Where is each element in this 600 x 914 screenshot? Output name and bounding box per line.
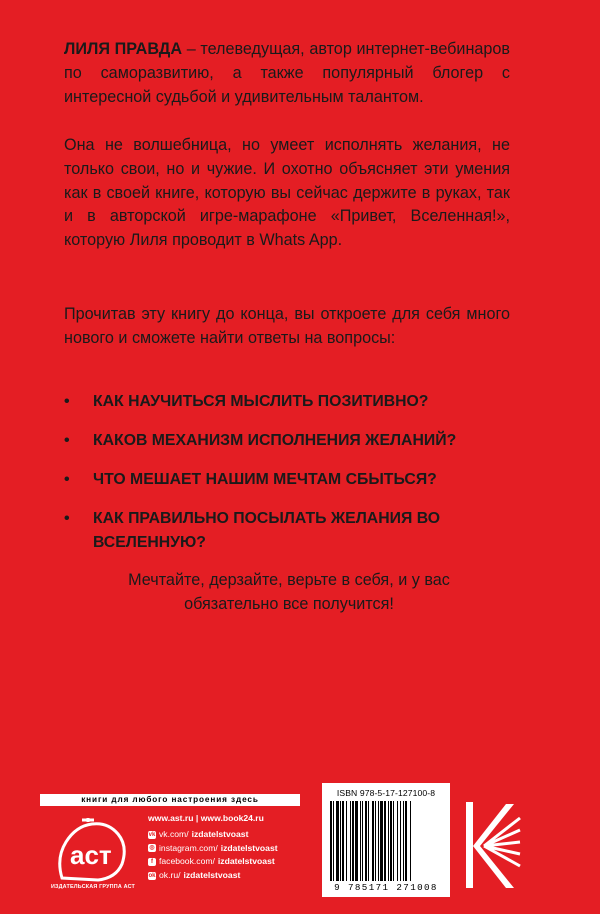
publisher-websites[interactable]: www.ast.ru | www.book24.ru (148, 813, 264, 823)
author-skills-paragraph: Она не волшебница, но умеет исполнять желания, не только свои, но и чужие. И охотно объясняет эти умения как в своей книге, которую вы сейчас держите в руках, так и в авторской игре-марафоне «Привет, Вселенная!», которую Лиля проводит в Whats App. (64, 136, 510, 250)
k-logo (462, 790, 522, 902)
closing-message: Мечтайте, дерзайте, верьте в себя, и у вас обязательно все получится! (128, 571, 450, 613)
ast-logo (48, 818, 134, 884)
publisher-caption: ИЗДАТЕЛЬСКАЯ ГРУППА АСТ (50, 884, 136, 890)
bullet-icon: • (64, 471, 70, 488)
facebook-icon: f (148, 858, 156, 866)
ok-icon: ok (148, 872, 156, 879)
question-item: • ЧТО МЕШАЕТ НАШИМ МЕЧТАМ СБЫТЬСЯ? (64, 468, 514, 492)
author-name: ЛИЛЯ ПРАВДА (64, 40, 183, 58)
social-links (148, 828, 278, 882)
isbn-barcode (322, 783, 450, 897)
barcode-bars (330, 801, 442, 881)
vk-icon: vk (148, 831, 156, 838)
bullet-icon: • (64, 432, 70, 449)
social-link-instagram[interactable]: ◎ instagram.com/ izdatelstvoast (149, 842, 278, 853)
barcode-number: 9 785171 271008 (334, 882, 438, 893)
social-link-ok[interactable]: ok ok.ru/ izdatelstvoast (148, 869, 241, 880)
question-list (64, 390, 514, 570)
social-link-facebook[interactable]: f facebook.com/ izdatelstvoast (148, 855, 278, 869)
author-bio (64, 38, 510, 109)
author-bio-text: – телеведущая, автор интернет-вебинаров по саморазвитию, а также популярный блогер с интересной судьбой и удивительным талантом. (64, 40, 510, 106)
question-item: • КАК ПРАВИЛЬНО ПОСЫЛАТЬ ЖЕЛАНИЯ ВО ВСЕЛЕННУЮ? (64, 507, 514, 555)
publisher-tagline: книги для любого настроения здесь (40, 794, 300, 806)
lead-paragraph: Прочитав эту книгу до конца, вы откроете для себя много нового и сможете найти ответы на вопросы: (64, 305, 510, 347)
question-item: • КАК НАУЧИТЬСЯ МЫСЛИТЬ ПОЗИТИВНО? (64, 390, 514, 414)
svg-text:аст: аст (70, 840, 112, 870)
social-link-vk[interactable]: vk vk.com/ izdatelstvoast (148, 829, 249, 839)
instagram-icon: ◎ (149, 845, 155, 852)
isbn-label: ISBN 978-5-17-127100-8 (336, 788, 436, 798)
bullet-icon: • (64, 510, 70, 527)
question-item: • КАКОВ МЕХАНИЗМ ИСПОЛНЕНИЯ ЖЕЛАНИЙ? (64, 429, 514, 453)
bullet-icon: • (64, 393, 70, 410)
